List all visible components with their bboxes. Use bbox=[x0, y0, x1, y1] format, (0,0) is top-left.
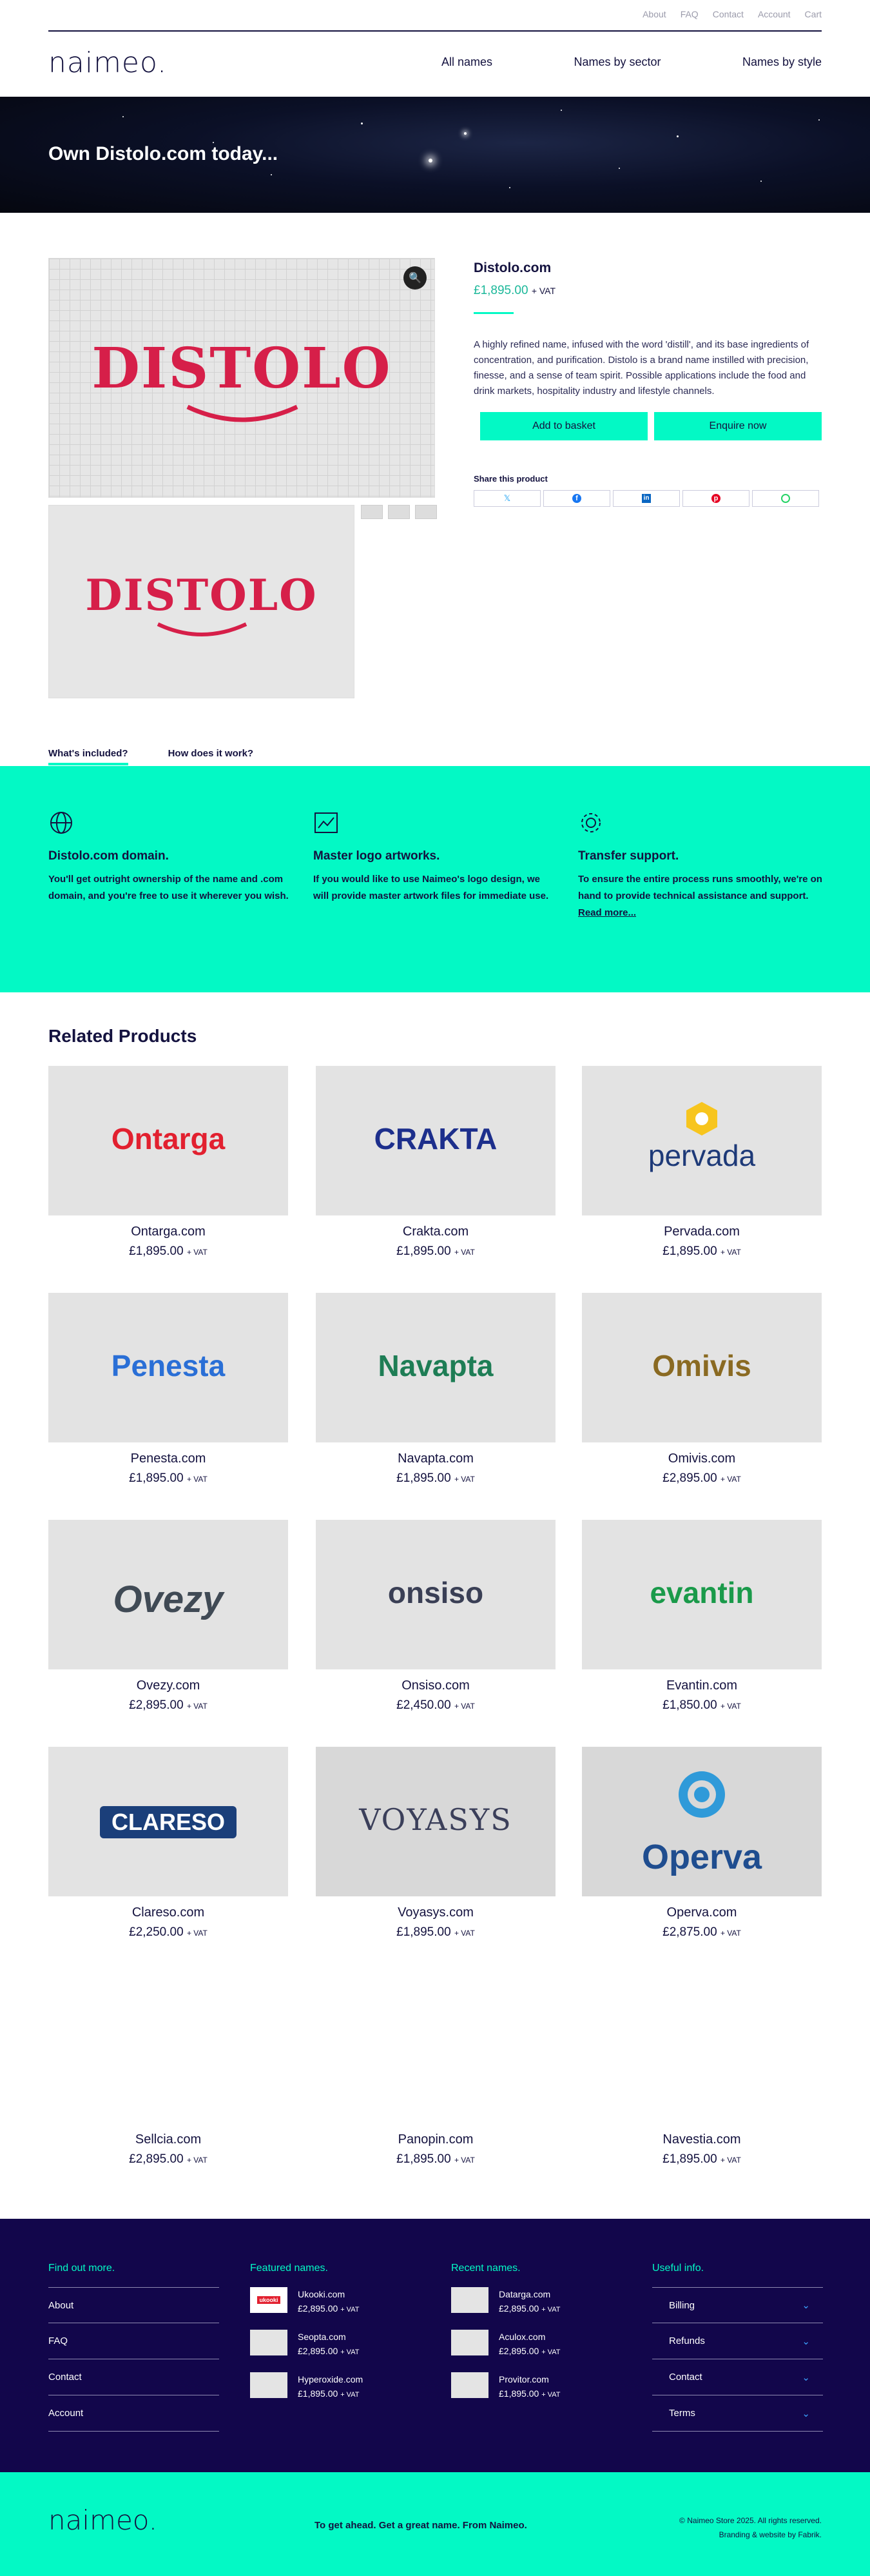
product-card[interactable] bbox=[582, 1293, 822, 1486]
featured-vat: + VAT bbox=[340, 2306, 360, 2314]
product-card-image[interactable] bbox=[582, 1974, 822, 2123]
product-card-name[interactable]: Omivis.com bbox=[668, 1451, 736, 1466]
hexagon-mark-icon bbox=[682, 1099, 721, 1138]
product-card[interactable] bbox=[582, 1066, 822, 1259]
product-card[interactable] bbox=[48, 1974, 288, 2167]
footer-heading: Find out more. bbox=[48, 2263, 115, 2274]
accordion-terms[interactable] bbox=[652, 2395, 823, 2432]
product-card-image[interactable] bbox=[316, 1066, 556, 1215]
globe-icon bbox=[48, 810, 74, 836]
chevron-down-icon: ⌄ bbox=[802, 2335, 810, 2347]
product-description: A highly refined name, infused with the word 'distill', and its base ingredients of concentration, and purification. Distolo is a brand name instilled with precision, finesse, and a sense of team spirit. Possible applications include the food and drink markets, hospitality industry and lifestyle channels. bbox=[474, 339, 809, 397]
share-buttons bbox=[474, 490, 822, 507]
product-card-image[interactable] bbox=[582, 1066, 822, 1215]
recent-name: Provitor.com bbox=[499, 2374, 549, 2384]
accent-divider bbox=[474, 312, 514, 314]
feature-title: Master logo artworks. bbox=[313, 849, 440, 863]
gear-icon bbox=[578, 810, 604, 836]
product-card-price bbox=[48, 1925, 288, 1940]
included-features bbox=[0, 766, 870, 992]
price-amount: £1,895.00 bbox=[396, 1471, 451, 1485]
tagline: To get ahead. Get a great name. From Naimeo. bbox=[314, 2520, 527, 2531]
product-card-price bbox=[48, 1244, 288, 1259]
product-card-image[interactable] bbox=[48, 1520, 288, 1669]
price-amount: £1,895.00 bbox=[129, 1244, 184, 1258]
product-card-image[interactable] bbox=[48, 1974, 288, 2123]
product-card[interactable] bbox=[316, 1066, 556, 1259]
product-card-name[interactable]: Ovezy.com bbox=[136, 1678, 200, 1693]
product-card-price bbox=[48, 2152, 288, 2167]
top-link-faq[interactable]: FAQ bbox=[680, 9, 699, 19]
zoom-icon[interactable]: 🔍 bbox=[403, 266, 427, 290]
price-amount: £1,895.00 bbox=[129, 1471, 184, 1485]
thumbnail[interactable] bbox=[361, 505, 383, 519]
price-vat: + VAT bbox=[720, 1702, 741, 1711]
footer-link-account[interactable]: Account bbox=[48, 2395, 219, 2432]
product-main-image[interactable] bbox=[48, 258, 435, 498]
product-card-image[interactable] bbox=[316, 1747, 556, 1896]
product-card-name[interactable]: Crakta.com bbox=[402, 1224, 469, 1239]
product-card-price bbox=[316, 1925, 556, 1940]
recent-name: Datarga.com bbox=[499, 2289, 551, 2299]
brand-logo-text: Penesta bbox=[111, 1349, 226, 1382]
price-vat: + VAT bbox=[454, 1475, 475, 1484]
brand-logo-text: Omivis bbox=[652, 1349, 751, 1382]
brand-logo-text: Ovezy bbox=[113, 1578, 224, 1620]
feature-title: Transfer support. bbox=[578, 849, 679, 863]
product-tabs bbox=[48, 748, 253, 765]
feature-text bbox=[578, 871, 823, 921]
product-card[interactable] bbox=[48, 1066, 288, 1259]
facebook-icon[interactable]: f bbox=[543, 490, 610, 507]
product-secondary-image[interactable] bbox=[48, 505, 354, 698]
top-link-contact[interactable]: Contact bbox=[712, 9, 744, 19]
recent-vat: + VAT bbox=[541, 2391, 561, 2399]
recent-thumbnail bbox=[451, 2372, 488, 2398]
product-card-image[interactable] bbox=[316, 1293, 556, 1442]
site-footer bbox=[0, 2219, 870, 2472]
footer-heading: Useful info. bbox=[652, 2263, 704, 2274]
product-card-price bbox=[316, 1698, 556, 1713]
footer-link-faq[interactable]: FAQ bbox=[48, 2323, 219, 2359]
site-logo[interactable]: naimeo. bbox=[48, 46, 168, 79]
nav-names-by-style[interactable]: Names by style bbox=[742, 55, 822, 68]
swirl-mark-icon bbox=[676, 1769, 728, 1820]
price-vat: + VAT bbox=[720, 1929, 741, 1938]
footer-useful-info bbox=[652, 2263, 823, 2432]
feature-transfer bbox=[578, 810, 823, 921]
price-amount: £2,250.00 bbox=[129, 1925, 184, 1939]
add-to-basket-button[interactable]: Add to basket bbox=[480, 412, 648, 440]
product-card-price bbox=[582, 1471, 822, 1486]
product-card-image[interactable] bbox=[48, 1066, 288, 1215]
featured-price: £2,895.00 bbox=[298, 2346, 338, 2356]
footer-heading: Featured names. bbox=[250, 2263, 328, 2274]
price-vat: + VAT bbox=[454, 1702, 475, 1711]
price-amount: £1,895.00 bbox=[474, 284, 528, 297]
bottom-bar bbox=[0, 2472, 870, 2576]
footer-link-contact[interactable]: Contact bbox=[48, 2359, 219, 2395]
x-icon[interactable]: 𝕏 bbox=[474, 490, 541, 507]
footer-featured-names bbox=[250, 2263, 421, 2402]
accordion-billing[interactable] bbox=[652, 2287, 823, 2323]
featured-thumbnail: ukooki bbox=[250, 2287, 287, 2313]
price-amount: £1,895.00 bbox=[662, 1244, 717, 1258]
nav-names-by-sector[interactable]: Names by sector bbox=[574, 55, 661, 68]
whatsapp-icon[interactable] bbox=[752, 490, 819, 507]
product-card-price bbox=[316, 1244, 556, 1259]
chart-icon bbox=[313, 810, 339, 836]
hero-title: Own Distolo.com today... bbox=[48, 143, 278, 164]
top-link-cart[interactable]: Cart bbox=[804, 9, 822, 19]
product-card-price bbox=[582, 1925, 822, 1940]
top-link-account[interactable]: Account bbox=[757, 9, 791, 19]
price-vat: + VAT bbox=[186, 2156, 208, 2165]
product-card-name[interactable]: Penesta.com bbox=[130, 1451, 206, 1466]
price-vat: + VAT bbox=[454, 2156, 475, 2165]
tab-how-does-it-work[interactable]: How does it work? bbox=[168, 748, 254, 759]
footer-link-about[interactable]: About bbox=[48, 2287, 219, 2323]
price-amount: £1,850.00 bbox=[662, 1698, 717, 1712]
recent-price: £1,895.00 bbox=[499, 2388, 539, 2399]
recent-item[interactable] bbox=[451, 2287, 622, 2317]
product-card[interactable] bbox=[48, 1293, 288, 1486]
price-amount: £1,895.00 bbox=[396, 2152, 451, 2166]
product-card-name[interactable]: Ontarga.com bbox=[131, 1224, 206, 1239]
product-card-price bbox=[316, 1471, 556, 1486]
price-vat: + VAT bbox=[531, 286, 556, 296]
accordion-label: Terms bbox=[669, 2408, 695, 2419]
product-card-image[interactable] bbox=[48, 1747, 288, 1896]
feature-artwork bbox=[313, 810, 558, 905]
product-card-price bbox=[582, 1698, 822, 1713]
featured-item[interactable] bbox=[250, 2330, 421, 2359]
price-vat: + VAT bbox=[186, 1248, 208, 1257]
price-amount: £1,895.00 bbox=[662, 2152, 717, 2166]
product-card-name[interactable]: Sellcia.com bbox=[135, 2132, 202, 2147]
copyright-text: © Naimeo Store 2025. All rights reserved. bbox=[679, 2516, 822, 2525]
hero-banner bbox=[0, 97, 870, 213]
copyright bbox=[679, 2513, 822, 2542]
brand-logo-text: CLARESO bbox=[100, 1806, 237, 1838]
price-vat: + VAT bbox=[186, 1475, 208, 1484]
recent-item[interactable] bbox=[451, 2330, 622, 2359]
accordion-refunds[interactable] bbox=[652, 2323, 823, 2359]
price-vat: + VAT bbox=[186, 1929, 208, 1938]
recent-name: Aculox.com bbox=[499, 2332, 546, 2342]
top-links bbox=[643, 9, 822, 19]
accordion-label: Billing bbox=[669, 2299, 695, 2311]
recent-item[interactable] bbox=[451, 2372, 622, 2402]
chevron-down-icon: ⌄ bbox=[802, 2372, 810, 2383]
brand-logo-text: Ontarga bbox=[111, 1122, 226, 1155]
product-card-image[interactable] bbox=[582, 1520, 822, 1669]
product-card-price bbox=[582, 2152, 822, 2167]
product-card-price bbox=[48, 1471, 288, 1486]
brand-logo-text: Operva bbox=[641, 1838, 762, 1876]
featured-name: Seopta.com bbox=[298, 2332, 346, 2342]
read-more-link[interactable]: Read more... bbox=[578, 907, 637, 918]
linkedin-icon[interactable]: in bbox=[613, 490, 680, 507]
product-card[interactable] bbox=[316, 1747, 556, 1940]
brand-logo-text: VOYASYS bbox=[359, 1802, 512, 1837]
feature-text-body: To ensure the entire process runs smoothly, we're on hand to provide technical assistance and support. bbox=[578, 874, 822, 901]
brand-logo-text: evantin bbox=[650, 1576, 754, 1609]
product-wordmark: DISTOLO bbox=[92, 336, 392, 401]
product-card-name[interactable]: Navestia.com bbox=[662, 2132, 741, 2147]
price-amount: £2,895.00 bbox=[129, 1698, 184, 1712]
product-card-image[interactable] bbox=[316, 1520, 556, 1669]
pinterest-icon[interactable]: p bbox=[682, 490, 749, 507]
chevron-down-icon: ⌄ bbox=[802, 2300, 810, 2311]
thumbnail[interactable] bbox=[388, 505, 410, 519]
product-card[interactable] bbox=[316, 1974, 556, 2167]
price-amount: £2,895.00 bbox=[662, 1471, 717, 1485]
product-card-name[interactable]: Clareso.com bbox=[131, 1905, 205, 1920]
accordion-label: Contact bbox=[669, 2372, 702, 2383]
header-divider bbox=[48, 30, 822, 32]
price-amount: £2,450.00 bbox=[396, 1698, 451, 1712]
accordion-label: Refunds bbox=[669, 2335, 705, 2346]
product-card-name[interactable]: Evantin.com bbox=[666, 1678, 738, 1693]
price-vat: + VAT bbox=[720, 1475, 741, 1484]
chevron-down-icon: ⌄ bbox=[802, 2408, 810, 2419]
product-title: Distolo.com bbox=[474, 261, 552, 275]
recent-price: £2,895.00 bbox=[499, 2346, 539, 2356]
feature-text: You'll get outright ownership of the name and .com domain, and you're free to use it wherever you wish. bbox=[48, 874, 289, 901]
product-card[interactable] bbox=[582, 1974, 822, 2167]
price-vat: + VAT bbox=[454, 1929, 475, 1938]
price-amount: £1,895.00 bbox=[396, 1244, 451, 1258]
featured-item[interactable] bbox=[250, 2372, 421, 2402]
product-card-name[interactable]: Pervada.com bbox=[664, 1224, 740, 1239]
price-vat: + VAT bbox=[720, 2156, 741, 2165]
recent-thumbnail bbox=[451, 2287, 488, 2313]
price-vat: + VAT bbox=[454, 1248, 475, 1257]
price-amount: £2,875.00 bbox=[662, 1925, 717, 1939]
smile-mark-icon bbox=[184, 404, 300, 423]
accordion-contact[interactable] bbox=[652, 2359, 823, 2395]
featured-name: Hyperoxide.com bbox=[298, 2374, 363, 2384]
product-card-image[interactable] bbox=[582, 1293, 822, 1442]
recent-price: £2,895.00 bbox=[499, 2303, 539, 2314]
product-card-price bbox=[316, 2152, 556, 2167]
featured-thumbnail bbox=[250, 2330, 287, 2355]
product-card-image[interactable] bbox=[48, 1293, 288, 1442]
product-card-name[interactable]: Voyasys.com bbox=[398, 1905, 474, 1920]
price-amount: £2,895.00 bbox=[129, 2152, 184, 2166]
product-thumbnails bbox=[361, 505, 437, 519]
featured-vat: + VAT bbox=[340, 2348, 360, 2356]
brand-logo-text: onsiso bbox=[387, 1576, 484, 1609]
product-card-name[interactable]: Operva.com bbox=[666, 1905, 737, 1920]
product-card-price bbox=[48, 1698, 288, 1713]
enquire-now-button[interactable]: Enquire now bbox=[654, 412, 822, 440]
product-card-image[interactable] bbox=[582, 1747, 822, 1896]
footer-recent-names bbox=[451, 2263, 622, 2402]
featured-item[interactable] bbox=[250, 2287, 421, 2317]
top-link-about[interactable]: About bbox=[643, 9, 666, 19]
product-card[interactable] bbox=[316, 1520, 556, 1713]
featured-price: £2,895.00 bbox=[298, 2303, 338, 2314]
product-summary bbox=[474, 258, 822, 507]
price-amount: £1,895.00 bbox=[396, 1925, 451, 1939]
credit-text: Branding & website by Fabrik. bbox=[719, 2530, 822, 2539]
related-products-title: Related Products bbox=[48, 1026, 197, 1046]
product-wordmark-secondary: DISTOLO bbox=[85, 570, 318, 620]
nav-all-names[interactable]: All names bbox=[441, 55, 493, 68]
product-card-name[interactable]: Onsiso.com bbox=[401, 1678, 470, 1693]
feature-title: Distolo.com domain. bbox=[48, 849, 169, 863]
product-price bbox=[474, 284, 822, 298]
product-card[interactable] bbox=[48, 1747, 288, 1940]
product-card[interactable] bbox=[582, 1520, 822, 1713]
featured-thumbnail bbox=[250, 2372, 287, 2398]
thumbnail[interactable] bbox=[415, 505, 437, 519]
product-card[interactable] bbox=[316, 1293, 556, 1486]
product-card-price bbox=[582, 1244, 822, 1259]
product-card-image[interactable] bbox=[316, 1974, 556, 2123]
recent-thumbnail bbox=[451, 2330, 488, 2355]
product-card[interactable] bbox=[48, 1520, 288, 1713]
product-card-name[interactable]: Panopin.com bbox=[398, 2132, 474, 2147]
price-vat: + VAT bbox=[720, 1248, 741, 1257]
featured-name: Ukooki.com bbox=[298, 2289, 345, 2299]
recent-vat: + VAT bbox=[541, 2348, 561, 2356]
main-nav bbox=[441, 55, 822, 69]
recent-vat: + VAT bbox=[541, 2306, 561, 2314]
footer-find-out-more bbox=[48, 2263, 219, 2432]
share-title: Share this product bbox=[474, 474, 548, 484]
tab-whats-included[interactable]: What's included? bbox=[48, 748, 128, 765]
feature-text: If you would like to use Naimeo's logo design, we will provide master artwork files for immediate use. bbox=[313, 874, 549, 901]
brand-logo-text: Navapta bbox=[378, 1349, 494, 1382]
featured-price: £1,895.00 bbox=[298, 2388, 338, 2399]
feature-domain bbox=[48, 810, 293, 905]
smile-mark-secondary-icon bbox=[155, 622, 249, 637]
product-card-name[interactable]: Navapta.com bbox=[398, 1451, 474, 1466]
footer-heading: Recent names. bbox=[451, 2263, 521, 2274]
featured-vat: + VAT bbox=[340, 2391, 360, 2399]
footer-logo[interactable]: naimeo. bbox=[48, 2504, 158, 2536]
price-vat: + VAT bbox=[186, 1702, 208, 1711]
brand-logo-text: pervada bbox=[648, 1139, 756, 1172]
brand-logo-text: CRAKTA bbox=[374, 1122, 498, 1155]
product-card[interactable] bbox=[582, 1747, 822, 1940]
